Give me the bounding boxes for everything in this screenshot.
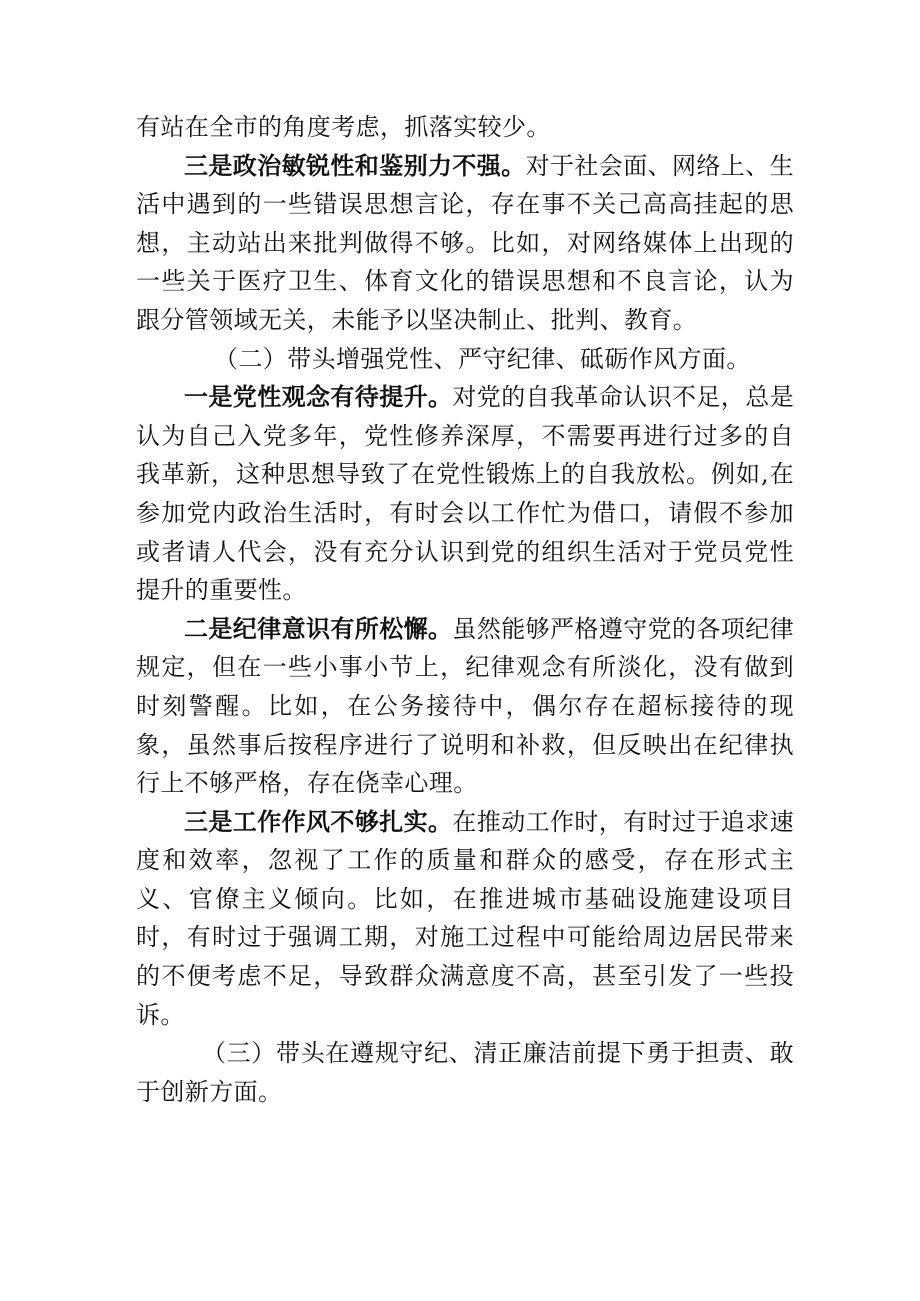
paragraph-lead: 三是工作作风不够扎实。	[184, 807, 453, 836]
paragraph-lead: 一是党性观念有待提升。	[184, 383, 453, 412]
paragraph-political-sensitivity	[136, 147, 794, 340]
paragraph-text: 对于社会面、网络上、生活中遇到的一些错误思想言论，存在事不关己高高挂起的思想，主动站出来批判做得不够。比如，对网络媒体上出现的一些关于医疗卫生、体育文化的错误思想和不良言论，认为跟分管领域无关，未能予以坚决制止、批判、教育。	[136, 151, 795, 334]
document-body	[136, 108, 794, 1111]
paragraph-text: 对党的自我革命认识不足，总是认为自己入党多年，党性修养深厚，不需要再进行过多的自我革新，这种思想导致了在党性锻炼上的自我放松。例如,在参加党内政治生活时，有时会以工作忙为借口，请假不参加或者请人代会，没有充分认识到党的组织生活对于党员党性提升的重要性。	[136, 383, 795, 605]
section-heading-text: （二）带头增强党性、严守纪律、砥砺作风方面。	[214, 344, 751, 373]
paragraph-continuation	[136, 108, 794, 147]
paragraph-party-spirit	[136, 378, 794, 610]
section-heading-text: （三）带头在遵规守纪、清正廉洁前提下勇于担责、敢于创新方面。	[136, 1039, 794, 1106]
paragraph-lead: 二是纪律意识有所松懈。	[184, 614, 453, 643]
paragraph-text: 在推动工作时，有时过于追求速度和效率，忽视了工作的质量和群众的感受，存在形式主义、官僚主义倾向。比如，在推进城市基础设施建设项目时，有时过于强调工期，对施工过程中可能给周边居民带来的不便考虑不足，导致群众满意度不高，甚至引发了一些投诉。	[136, 807, 795, 1029]
paragraph-text: 有站在全市的角度考虑，抓落实较少。	[136, 113, 551, 141]
section-heading-3	[136, 1034, 794, 1111]
paragraph-lead: 三是政治敏锐性和鉴别力不强。	[184, 151, 526, 180]
paragraph-work-style	[136, 803, 794, 1035]
paragraph-discipline	[136, 610, 794, 803]
section-heading-2	[136, 340, 794, 379]
paragraph-text: 虽然能够严格遵守党的各项纪律规定，但在一些小事小节上，纪律观念有所淡化，没有做到时刻警醒。比如，在公务接待中，偶尔存在超标接待的现象，虽然事后按程序进行了说明和补救，但反映出在纪律执行上不够严格，存在侥幸心理。	[136, 614, 795, 798]
